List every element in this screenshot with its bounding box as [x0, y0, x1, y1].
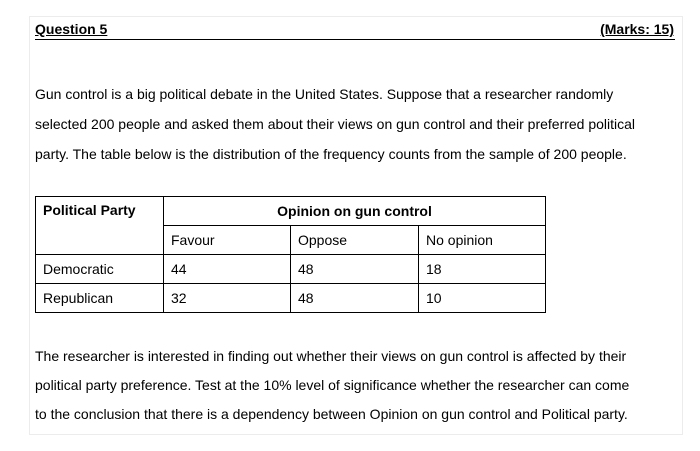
- opinion-group-header: Opinion on gun control: [164, 197, 546, 226]
- question-header: [35, 20, 675, 40]
- column-header-oppose: Oppose: [291, 226, 419, 255]
- table-cell: 10: [419, 284, 546, 313]
- column-header-favour: Favour: [164, 226, 291, 255]
- table-cell: 48: [291, 255, 419, 284]
- table-cell: 44: [164, 255, 291, 284]
- closing-line: political party preference. Test at the 10% level of significance whether the researcher can come: [35, 377, 630, 393]
- column-header-no-opinion: No opinion: [419, 226, 546, 255]
- intro-line: selected 200 people and asked them about their views on gun control and their preferred political: [35, 116, 636, 132]
- table-header-row: [36, 197, 546, 226]
- table-cell: 32: [164, 284, 291, 313]
- political-party-header: Political Party: [36, 197, 164, 255]
- table-cell: 18: [419, 255, 546, 284]
- table-row: [36, 255, 546, 284]
- row-label-democratic: Democratic: [36, 255, 164, 284]
- closing-line: The researcher is interested in finding out whether their views on gun control is affected by their: [35, 348, 627, 364]
- question-title: Question 5: [35, 21, 108, 37]
- intro-line: Gun control is a big political debate in the United States. Suppose that a researcher randomly: [35, 86, 614, 102]
- frequency-table: [35, 196, 546, 313]
- question-marks: (Marks: 15): [600, 21, 674, 37]
- table-row: [36, 284, 546, 313]
- intro-line: party. The table below is the distribution of the frequency counts from the sample of 200 people.: [35, 146, 627, 162]
- intro-paragraph: [35, 79, 675, 169]
- closing-line: to the conclusion that there is a dependency between Opinion on gun control and Political party.: [35, 406, 628, 422]
- closing-paragraph: [35, 342, 675, 429]
- row-label-republican: Republican: [36, 284, 164, 313]
- table-cell: 48: [291, 284, 419, 313]
